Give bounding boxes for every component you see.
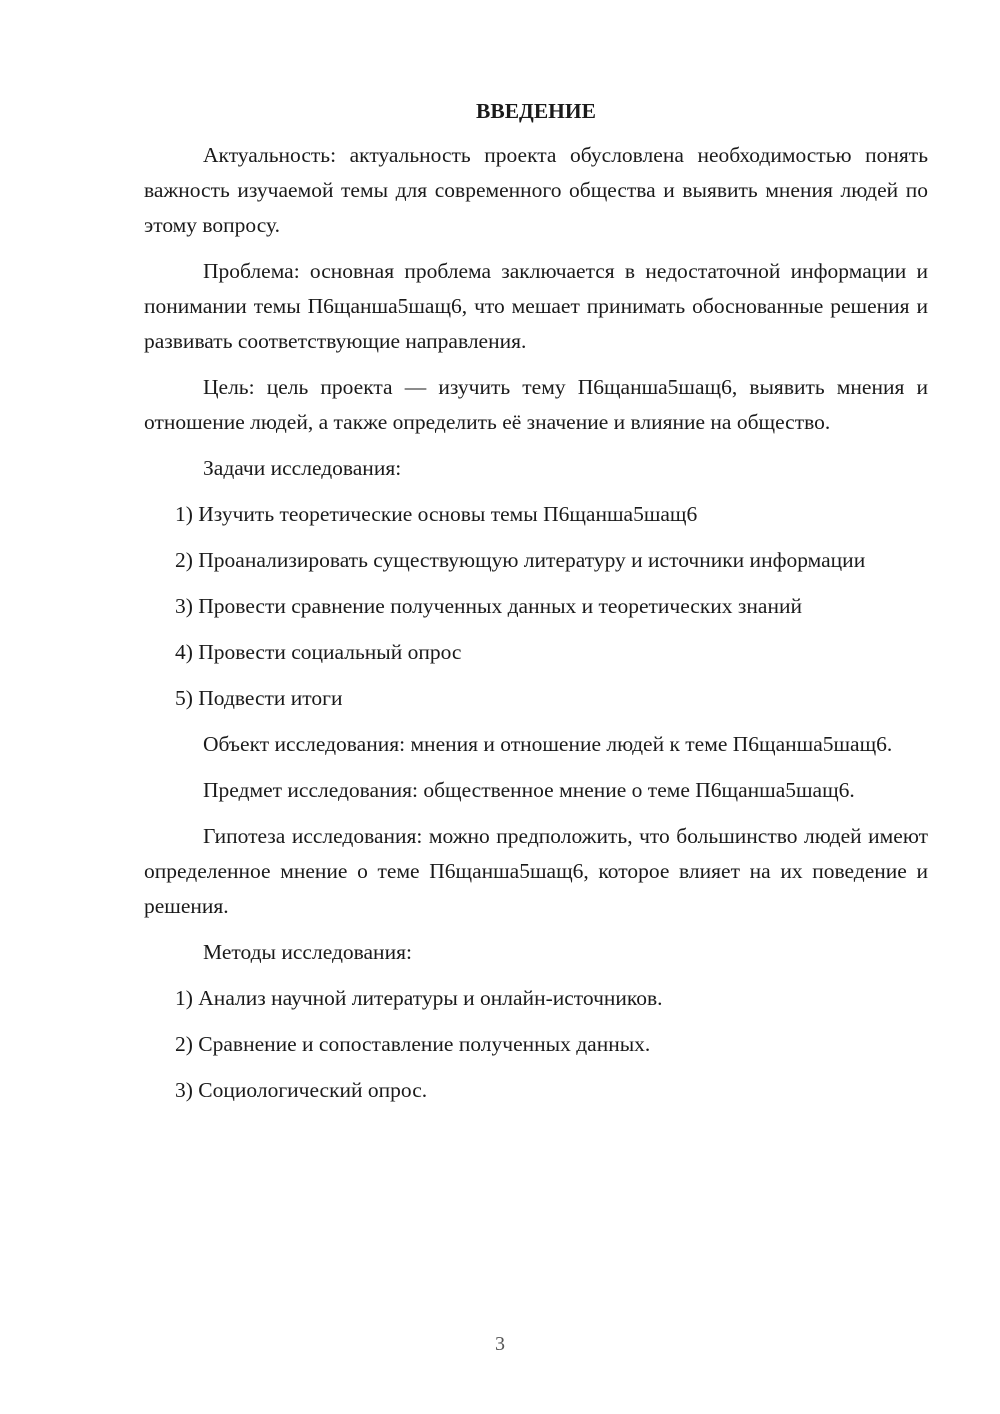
list-item: 3) Социологический опрос. [175, 1078, 428, 1102]
list-item: 2) Сравнение и сопоставление полученных данных. [175, 1032, 651, 1056]
section-title: ВВЕДЕНИЕ [476, 99, 596, 123]
list-item: 1) Изучить теоретические основы темы П6щанша5шащ6 [175, 502, 698, 526]
hypothesis-paragraph: Гипотеза исследования: можно предположить, что большинство людей имеют определенное мнение о теме П6щанша5шащ6, которое влияет на их поведение и решения. [144, 824, 928, 918]
list-item: 2) Проанализировать существующую литературу и источники информации [175, 548, 866, 572]
problem-paragraph: Проблема: основная проблема заключается в недостаточной информации и понимании темы П6щанша5шащ6, что мешает принимать обоснованные решения и развивать соответствующие направления. [144, 259, 928, 353]
list-item: 5) Подвести итоги [175, 686, 343, 710]
list-item: 4) Провести социальный опрос [175, 640, 462, 664]
list-item: 1) Анализ научной литературы и онлайн-источников. [175, 986, 663, 1010]
tasks-heading: Задачи исследования: [203, 456, 402, 480]
document-page [144, 96, 928, 1119]
page-number: 3 [495, 1333, 505, 1355]
methods-heading: Методы исследования: [203, 940, 412, 964]
tasks-list [144, 497, 928, 716]
relevance-paragraph: Актуальность: актуальность проекта обусловлена необходимостью понять важность изучаемой темы для современного общества и выявить мнения людей по этому вопросу. [144, 143, 928, 237]
list-item: 3) Провести сравнение полученных данных и теоретических знаний [175, 594, 802, 618]
goal-paragraph: Цель: цель проекта — изучить тему П6щанша5шащ6, выявить мнения и отношение людей, а также определить её значение и влияние на общество. [144, 375, 928, 434]
methods-list [144, 981, 928, 1108]
subject-paragraph: Предмет исследования: общественное мнение о теме П6щанша5шащ6. [203, 778, 855, 802]
object-paragraph: Объект исследования: мнения и отношение людей к теме П6щанша5шащ6. [203, 732, 893, 756]
